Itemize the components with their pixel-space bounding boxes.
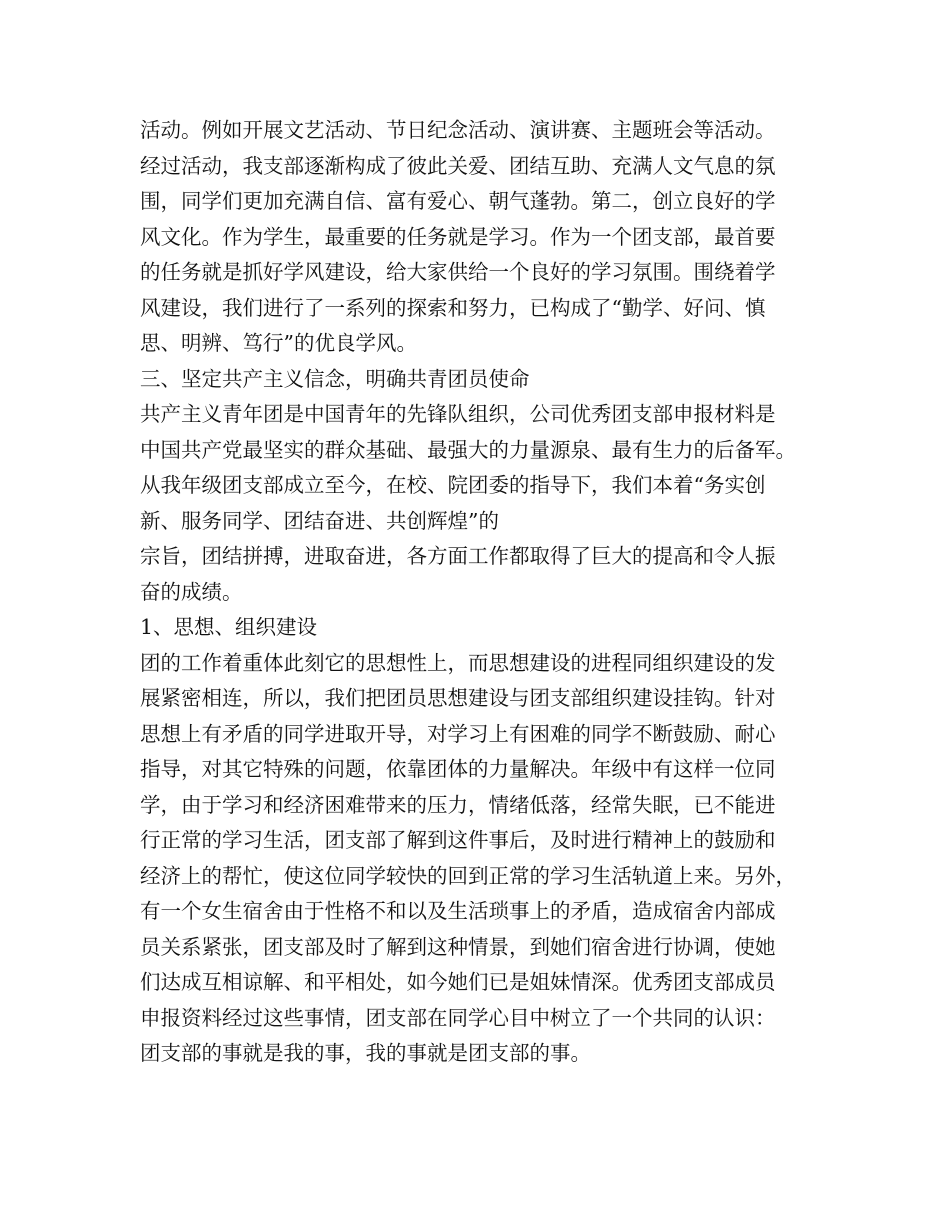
text-line: 共产主义青年团是中国青年的先锋队组织，公司优秀团支部申报材料是 (140, 402, 776, 426)
text-line: 指导，对其它特殊的问题，依靠团体的力量解决。年级中有这样一位同 (140, 757, 776, 781)
text-line: 思想上有矛盾的同学进取开导，对学习上有困难的同学不断鼓励、耐心 (140, 721, 776, 746)
text-line: 员关系紧张，团支部及时了解到这种情景，到她们宿舍进行协调，使她 (140, 934, 776, 959)
text-line: 经济上的帮忙，使这位同学较快的回到正常的学习生活轨道上来。另外， (140, 863, 796, 888)
text-line: 从我年级团支部成立至今，在校、院团委的指导下，我们本着“务实创 (140, 473, 766, 497)
text-line: 展紧密相连，所以，我们把团员思想建设与团支部组织建设挂钩。针对 (140, 686, 776, 710)
text-line: 思、明辨、笃行”的优良学风。 (140, 331, 417, 355)
text-line: 风建设，我们进行了一系列的探索和努力，已构成了“勤学、好问、慎 (140, 295, 766, 320)
text-line: 学，由于学习和经济困难带来的压力，情绪低落，经常失眠，已不能进 (140, 792, 776, 817)
text-line: 新、服务同学、团结奋进、共创辉煌”的 (140, 508, 499, 533)
text-line: 奋的成绩。 (140, 579, 243, 604)
text-line: 有一个女生宿舍由于性格不和以及生活琐事上的矛盾，造成宿舍内部成 (140, 899, 776, 923)
text-line: 团支部的事就是我的事，我的事就是团支部的事。 (140, 1041, 591, 1065)
text-line: 申报资料经过这些事情，团支部在同学心目中树立了一个共同的认识： (140, 1005, 776, 1030)
text-line: 们达成互相谅解、和平相处，如今她们已是姐妹情深。优秀团支部成员 (140, 970, 776, 994)
text-line: 行正常的学习生活，团支部了解到这件事后，及时进行精神上的鼓励和 (140, 828, 776, 852)
text-line: 经过活动，我支部逐渐构成了彼此关爱、团结互助、充满人文气息的氛 (140, 153, 776, 178)
text-line: 团的工作着重体此刻它的思想性上，而思想建设的进程同组织建设的发 (140, 650, 776, 675)
text-line: 风文化。作为学生，最重要的任务就是学习。作为一个团支部，最首要 (140, 224, 776, 249)
text-line: 围，同学们更加充满自信、富有爱心、朝气蓬勃。第二，创立良好的学 (140, 189, 776, 213)
text-line: 宗旨，团结拼搏，进取奋进，各方面工作都取得了巨大的提高和令人振 (140, 544, 776, 568)
section-heading: 三、坚定共产主义信念，明确共青团员使命 (140, 366, 530, 391)
text-line: 的任务就是抓好学风建设，给大家供给一个良好的学习氛围。围绕着学 (140, 260, 776, 284)
document-body (140, 113, 830, 1072)
text-line: 活动。例如开展文艺活动、节日纪念活动、演讲赛、主题班会等活动。 (140, 118, 776, 142)
text-line: 中国共产党最坚实的群众基础、最强大的力量源泉、最有生力的后备军。 (140, 437, 796, 462)
subsection-heading: 1、思想、组织建设 (140, 615, 318, 639)
